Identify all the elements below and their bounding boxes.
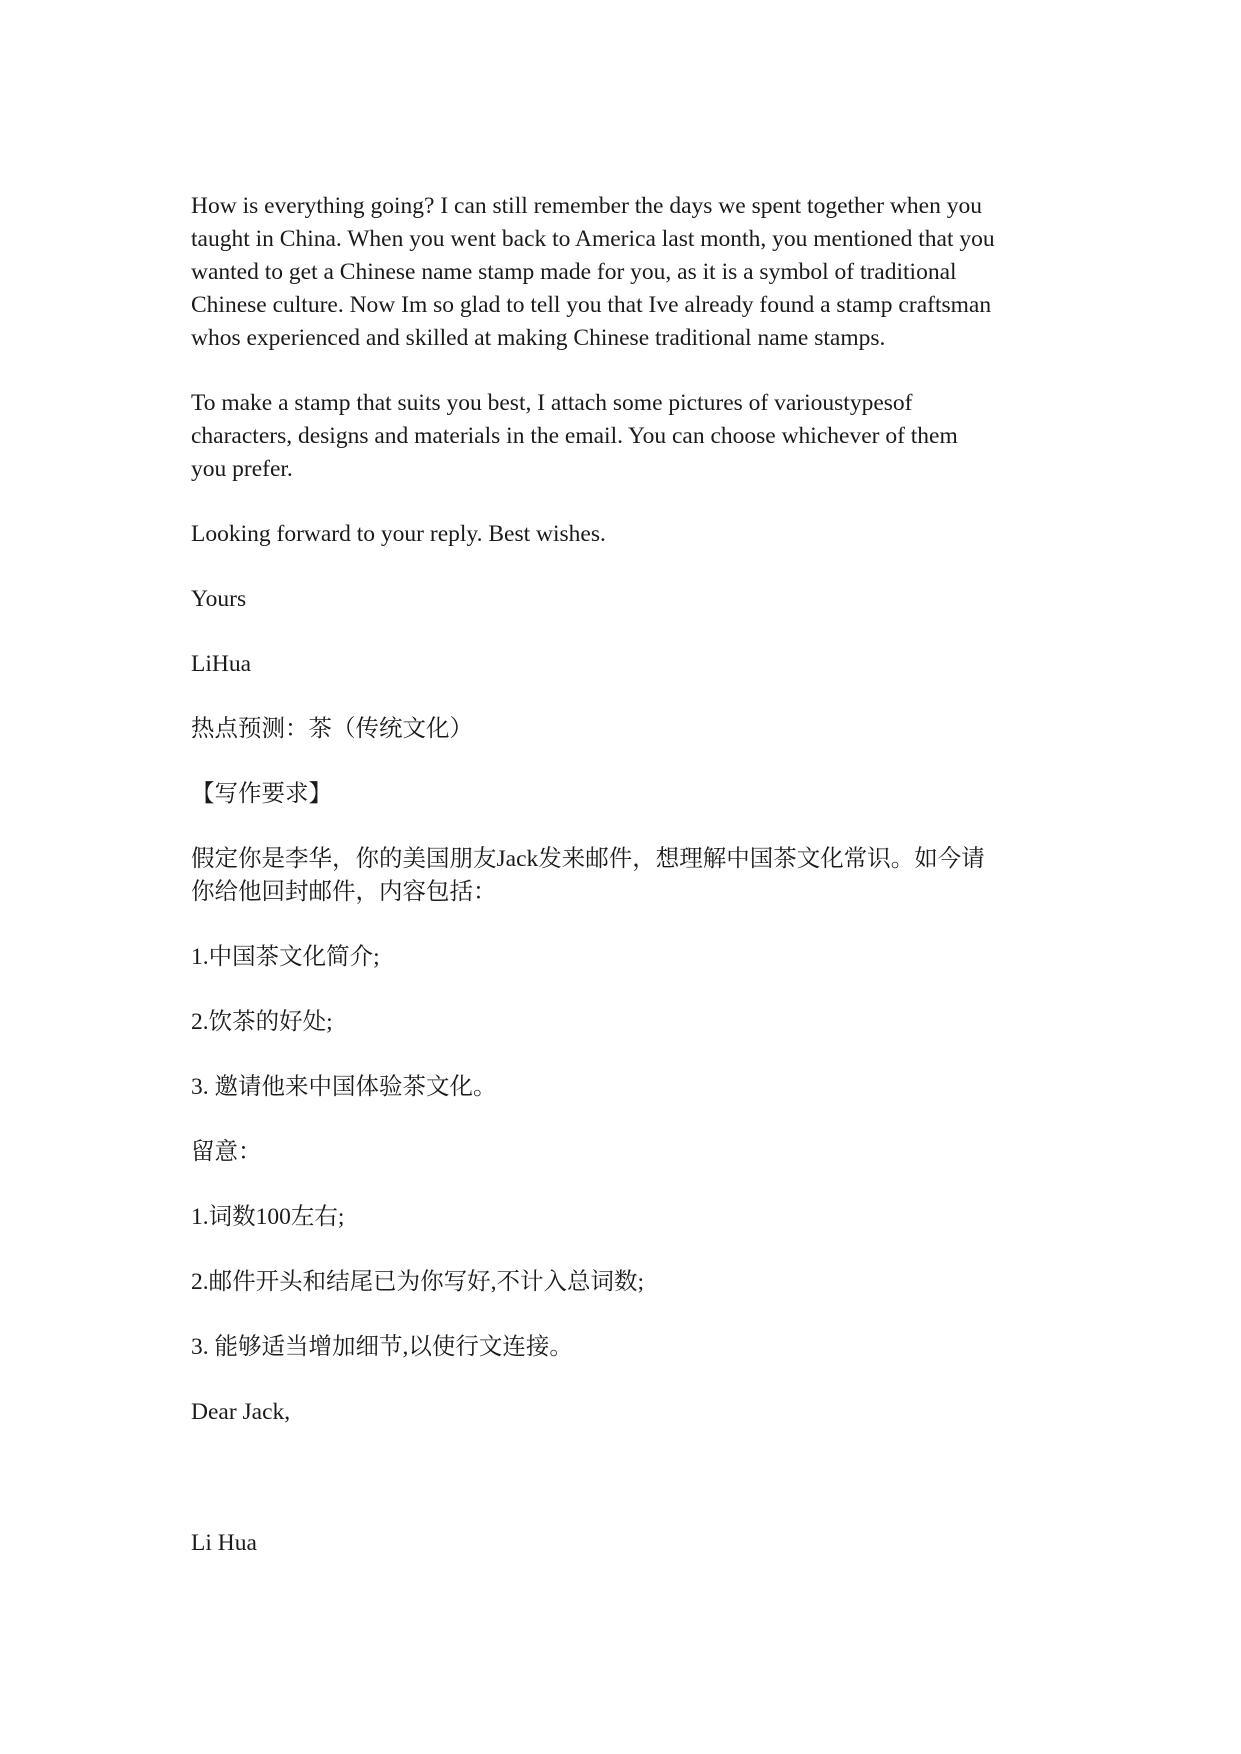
content-point-3: 3. 邀请他来中国体验茶文化。	[191, 1074, 497, 1100]
text-line: To make a stamp that suits you best, I attach some pictures of varioustypesof	[191, 390, 913, 416]
text-line: whos experienced and skilled at making Chinese traditional name stamps.	[191, 325, 886, 351]
text-line: you prefer.	[191, 456, 293, 482]
content-point-1: 1.中国茶文化简介;	[191, 944, 380, 970]
text-line: 你给他回封邮件，内容包括：	[191, 879, 497, 905]
requirements-heading: 【写作要求】	[191, 781, 332, 807]
text-line: Chinese culture. Now Im so glad to tell you that Ive already found a stamp craftsman	[191, 292, 992, 318]
hot-topic-heading: 热点预测：茶（传统文化）	[191, 716, 473, 742]
letter-greeting: Dear Jack,	[191, 1399, 291, 1425]
letter-paragraph-1	[191, 190, 1061, 355]
notes-heading: 留意：	[191, 1139, 262, 1165]
note-2: 2.邮件开头和结尾已为你写好,不计入总词数;	[191, 1269, 645, 1295]
note-1: 1.词数100左右;	[191, 1204, 345, 1230]
document-body	[191, 190, 1061, 1592]
text-line: characters, designs and materials in the email. You can choose whichever of them	[191, 423, 958, 449]
text-line: How is everything going? I can still remember the days we spent together when you	[191, 193, 982, 219]
letter-signature: LiHua	[191, 651, 252, 677]
content-point-2: 2.饮茶的好处;	[191, 1009, 333, 1035]
letter-paragraph-2	[191, 387, 1061, 486]
note-3: 3. 能够适当增加细节,以使行文连接。	[191, 1334, 573, 1360]
text-line: wanted to get a Chinese name stamp made for you, as it is a symbol of traditional	[191, 259, 957, 285]
letter-sign-off: Yours	[191, 586, 247, 612]
final-signature: Li Hua	[191, 1530, 257, 1556]
task-description	[191, 843, 1061, 909]
text-line: taught in China. When you went back to America last month, you mentioned that you	[191, 226, 995, 252]
text-line: 假定你是李华，你的美国朋友Jack发来邮件，想理解中国茶文化常识。如今请	[191, 846, 985, 872]
letter-closing: Looking forward to your reply. Best wishes.	[191, 521, 606, 547]
